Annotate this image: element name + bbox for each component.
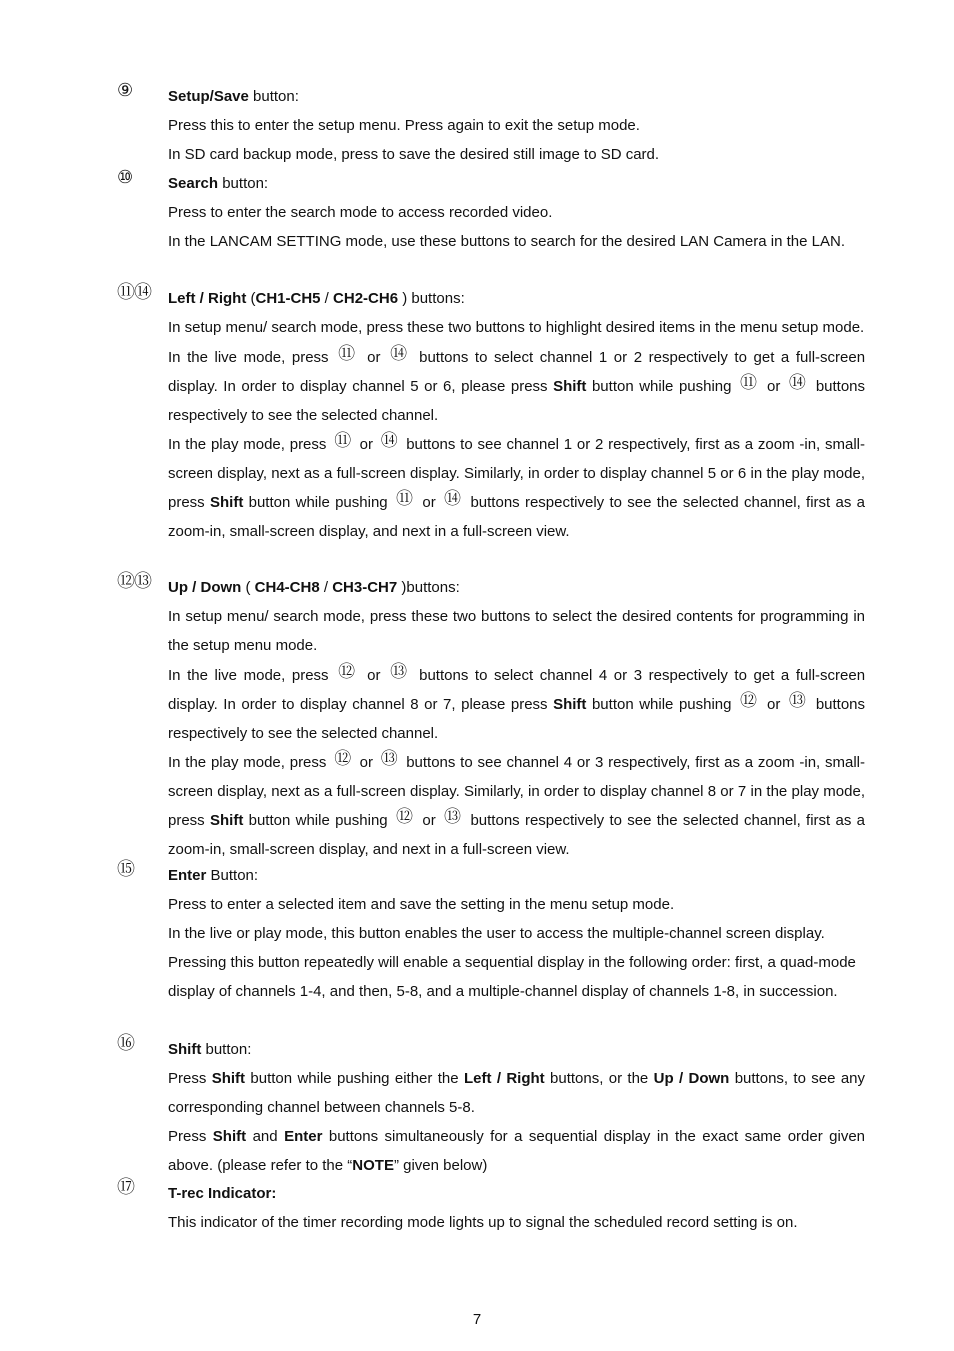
text-run: or bbox=[367, 349, 381, 366]
heading-title: Up / Down bbox=[168, 579, 242, 596]
text-run: or bbox=[359, 754, 373, 771]
section-enter bbox=[117, 861, 867, 1006]
heading-paren: ( bbox=[246, 290, 256, 307]
heading-title: Enter bbox=[168, 867, 207, 884]
text-run: buttons respectively to see the selected channel, first as a zoom-in, small-screen display, and next in a full-screen view. bbox=[168, 812, 865, 858]
text-run: buttons to select channel 4 or 3 respectively to get a full-screen display. In order to display channel 8 or 7, please press bbox=[168, 667, 866, 713]
paragraph: This indicator of the timer recording mode lights up to signal the scheduled record setting is on. bbox=[168, 1214, 798, 1231]
circled-number-17: ⑰ bbox=[117, 1177, 134, 1198]
heading-title: T-rec Indicator: bbox=[168, 1185, 277, 1202]
bold-text: NOTE bbox=[352, 1157, 394, 1174]
heading-channel-a: CH4-CH8 bbox=[254, 579, 320, 596]
paragraph-live-mode bbox=[168, 343, 865, 430]
circled-number: ⑬ bbox=[390, 662, 410, 682]
paragraph: In setup menu/ search mode, press these two buttons to select the desired contents for programming in the setup menu mode. bbox=[168, 608, 865, 654]
circled-number: ⑭ bbox=[390, 344, 410, 364]
heading-rest: ) buttons: bbox=[398, 290, 465, 307]
text-run: button while pushing bbox=[591, 378, 732, 395]
heading-paren: ( bbox=[241, 579, 255, 596]
text-run: In the play mode, press bbox=[168, 436, 327, 453]
text-run: buttons to see channel 1 or 2 respectively, first as a zoom -in, small-screen display, next as a full-screen display. Similarly, in order to display channel 5 or 6 in the play mode, press bbox=[168, 436, 866, 511]
section-heading bbox=[168, 573, 865, 602]
circled-number: ⑬ bbox=[788, 691, 808, 711]
paragraph-play-mode bbox=[168, 430, 865, 546]
circled-number-16: ⑯ bbox=[117, 1033, 134, 1054]
text-run: button while pushing bbox=[248, 494, 388, 511]
heading-channel-b: CH3-CH7 bbox=[332, 579, 398, 596]
circled-number: ⑭ bbox=[380, 431, 399, 451]
bold-text: Up / Down bbox=[653, 1070, 730, 1087]
heading-title: Shift bbox=[168, 1041, 202, 1058]
page-number: 7 bbox=[472, 1311, 482, 1328]
heading-slash: / bbox=[320, 290, 334, 307]
text-run: buttons simultaneously for a sequential display in the exact same order given above. (please refer to the “ bbox=[168, 1128, 866, 1174]
paragraph: Press to enter the search mode to access recorded video. bbox=[168, 204, 553, 221]
text-run: buttons to see channel 4 or 3 respectively, first as a zoom -in, small-screen display, next as a full-screen display. Similarly, in order to display channel 8 or 7 in the play mode, press bbox=[168, 754, 866, 829]
text-run: or bbox=[359, 436, 373, 453]
section-up-down bbox=[117, 573, 867, 864]
text-run: buttons respectively to see the selected channel. bbox=[168, 696, 866, 742]
circled-number: ⑫ bbox=[334, 749, 352, 769]
section-heading bbox=[168, 1035, 865, 1064]
circled-number-10: ⑩ bbox=[117, 167, 133, 188]
bold-text: Enter bbox=[284, 1128, 323, 1145]
heading-channel-a: CH1-CH5 bbox=[255, 290, 321, 307]
heading-rest: button: bbox=[201, 1041, 252, 1058]
heading-channel-b: CH2-CH6 bbox=[333, 290, 399, 307]
circled-number-12-13: ⑫⑬ bbox=[117, 571, 151, 592]
circled-number: ⑪ bbox=[740, 373, 759, 393]
bold-shift: Shift bbox=[209, 494, 244, 511]
heading-title: Setup/Save bbox=[168, 88, 249, 105]
section-trec-indicator bbox=[117, 1179, 867, 1237]
circled-number-9: ⑨ bbox=[117, 80, 133, 101]
bold-shift: Shift bbox=[553, 696, 587, 713]
section-left-right bbox=[117, 284, 867, 546]
bold-text: Shift bbox=[211, 1070, 246, 1087]
circled-number: ⑬ bbox=[380, 749, 399, 769]
text-run: button while pushing bbox=[591, 696, 732, 713]
text-run: or bbox=[422, 494, 436, 511]
heading-title: Left / Right bbox=[168, 290, 247, 307]
text-run: buttons, or the bbox=[550, 1070, 649, 1087]
paragraph bbox=[168, 1064, 865, 1122]
text-run: buttons to select channel 1 or 2 respectively to get a full-screen display. In order to display channel 5 or 6, please press bbox=[168, 349, 866, 395]
section-search bbox=[117, 169, 867, 256]
text-run: In the live mode, press bbox=[168, 349, 329, 366]
circled-number: ⑫ bbox=[395, 807, 415, 827]
paragraph: Press to enter a selected item and save the setting in the menu setup mode. bbox=[168, 896, 675, 913]
text-run: button while pushing bbox=[248, 812, 388, 829]
bold-shift: Shift bbox=[553, 378, 587, 395]
text-run: buttons respectively to see the selected channel, first as a zoom-in, small-screen display, and next in a full-screen view. bbox=[168, 494, 865, 540]
circled-number-15: ⑮ bbox=[117, 859, 134, 880]
text-run: Press bbox=[168, 1070, 207, 1087]
paragraph: In SD card backup mode, press to save the desired still image to SD card. bbox=[168, 146, 660, 163]
section-setup-save bbox=[117, 82, 867, 169]
section-heading bbox=[168, 284, 865, 313]
circled-number: ⑭ bbox=[788, 373, 808, 393]
bold-text: Left / Right bbox=[463, 1070, 545, 1087]
heading-rest: button: bbox=[248, 88, 299, 105]
circled-number: ⑪ bbox=[338, 344, 358, 364]
heading-rest: )buttons: bbox=[397, 579, 460, 596]
text-run: or bbox=[367, 667, 381, 684]
circled-number: ⑪ bbox=[334, 431, 352, 451]
circled-number: ⑬ bbox=[444, 807, 463, 827]
section-heading bbox=[168, 1179, 865, 1208]
paragraph: In the LANCAM SETTING mode, use these buttons to search for the desired LAN Camera in the LAN. bbox=[168, 233, 845, 250]
paragraph bbox=[168, 1122, 865, 1180]
text-run: button while pushing either the bbox=[250, 1070, 459, 1087]
paragraph: In the live or play mode, this button enables the user to access the multiple-channel screen display. Pressing this button repeatedly will enable a sequential display in the following order: first, a quad-mode display of channels 1-4, and then, 5-8, and a multiple-channel display of channels 1-8, in succession. bbox=[168, 925, 856, 1000]
paragraph: In setup menu/ search mode, press these two buttons to highlight desired items in the menu setup mode. bbox=[168, 319, 865, 336]
text-run: In the play mode, press bbox=[168, 754, 327, 771]
bold-shift: Shift bbox=[209, 812, 244, 829]
text-run: buttons respectively to see the selected channel. bbox=[168, 378, 866, 424]
text-run: or bbox=[422, 812, 436, 829]
section-heading bbox=[168, 82, 865, 111]
text-run: ” given below) bbox=[393, 1157, 488, 1174]
bold-text: Shift bbox=[212, 1128, 247, 1145]
paragraph: Press this to enter the setup menu. Press again to exit the setup mode. bbox=[168, 117, 640, 134]
text-run: or bbox=[766, 378, 781, 395]
paragraph-live-mode bbox=[168, 661, 865, 748]
text-run: buttons, to see any corresponding channel between channels 5-8. bbox=[168, 1070, 866, 1116]
circled-number: ⑫ bbox=[740, 691, 759, 711]
heading-rest: button: bbox=[218, 175, 269, 192]
circled-number: ⑪ bbox=[395, 489, 415, 509]
section-shift bbox=[117, 1035, 867, 1180]
section-heading bbox=[168, 861, 865, 890]
text-run: or bbox=[766, 696, 781, 713]
section-heading bbox=[168, 169, 865, 198]
circled-number-11-14: ⑪⑭ bbox=[117, 282, 151, 303]
heading-slash: / bbox=[319, 579, 333, 596]
text-run: Press bbox=[168, 1128, 207, 1145]
paragraph-play-mode bbox=[168, 748, 865, 864]
circled-number: ⑭ bbox=[444, 489, 463, 509]
heading-rest: Button: bbox=[206, 867, 259, 884]
circled-number: ⑫ bbox=[338, 662, 358, 682]
text-run: In the live mode, press bbox=[168, 667, 329, 684]
text-run: and bbox=[252, 1128, 278, 1145]
heading-title: Search bbox=[168, 175, 219, 192]
